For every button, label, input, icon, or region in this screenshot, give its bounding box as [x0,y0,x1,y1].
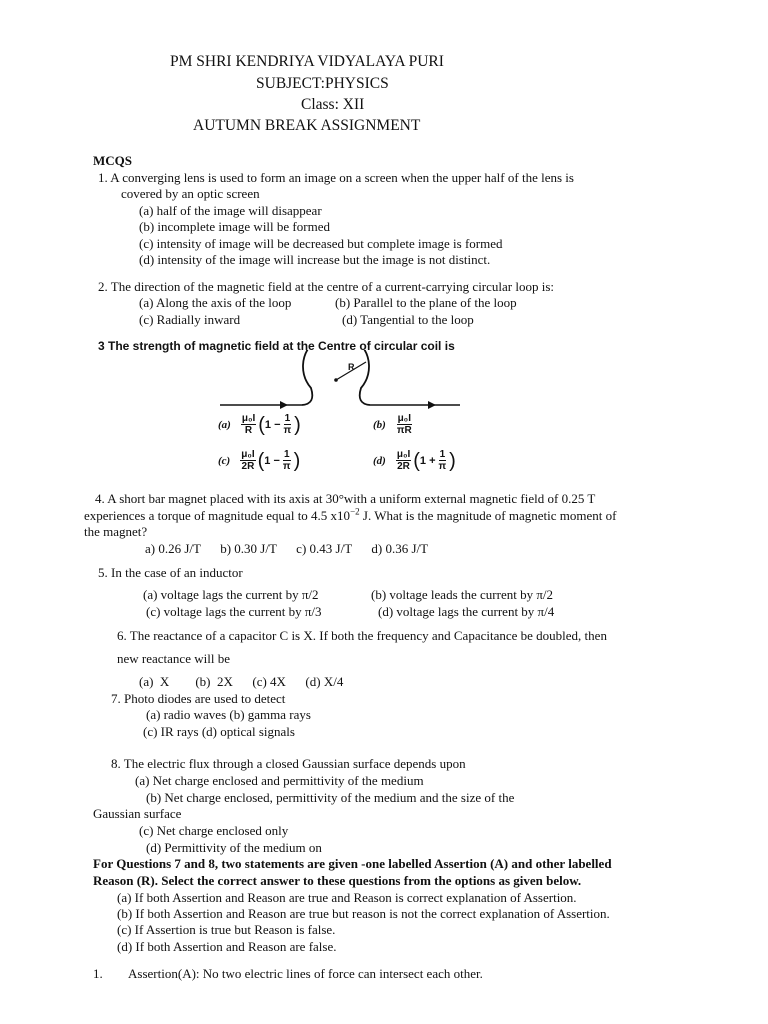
q3-option-d: (d) $\frac{\text{μ₀I}}{2R}$ ( 1 + $\frac{1}{\pi}$ ) [373,449,456,472]
subject-title: SUBJECT:PHYSICS [256,75,389,92]
q8-option-a: (a) Net charge enclosed and permittivity of the medium [135,773,424,788]
ar-option-d: (d) If both Assertion and Reason are false. [117,939,337,954]
q5-option-c: (c) voltage lags the current by π/3 [146,604,322,619]
q2-option-b: (b) Parallel to the plane of the loop [335,295,517,310]
q1-line2: covered by an optic screen [121,186,260,201]
school-name: PM SHRI KENDRIYA VIDYALAYA PURI [170,53,444,70]
q6-line2: new reactance will be [117,651,230,666]
q1-option-b: (b) incomplete image will be formed [139,219,330,234]
arrow-right-icon [428,401,436,409]
ar-option-b: (b) If both Assertion and Reason are true but reason is not the correct explanation of Assertion. [117,906,610,921]
class-title: Class: XII [301,96,365,113]
ar-option-c: (c) If Assertion is true but Reason is false. [117,922,336,937]
q8-option-b-line2: Gaussian surface [93,806,182,821]
q7-options-cd: (c) IR rays (d) optical signals [143,724,295,739]
q5-text: 5. In the case of an inductor [98,565,243,580]
circular-coil-diagram [220,350,500,410]
assignment-title: AUTUMN BREAK ASSIGNMENT [193,117,421,134]
q4-options: a) 0.26 J/T b) 0.30 J/T c) 0.43 J/T d) 0.36 J/T [145,541,429,556]
q5-option-b: (b) voltage leads the current by π/2 [371,587,553,602]
q8-option-b-line1: (b) Net charge enclosed, permittivity of the medium and the size of the [146,790,515,805]
q7-text: 7. Photo diodes are used to detect [111,691,286,706]
q1-option-a: (a) half of the image will disappear [139,203,322,218]
section-heading: MCQS [93,153,132,168]
q2-option-a: (a) Along the axis of the loop [139,295,292,310]
q2-option-d: (d) Tangential to the loop [342,312,474,327]
ar-instruction-line1: For Questions 7 and 8, two statements are given -one labelled Assertion (A) and other labelled [93,856,612,871]
coil-loop [302,350,370,405]
q3-option-c: (c) $\frac{\text{μ₀I}}{2R}$ ( 1 − $\frac{1}{\pi}$ ) [218,449,301,472]
q3-text: 3 The strength of magnetic field at the Centre of circular coil is [98,339,455,353]
q6-line1: 6. The reactance of a capacitor C is X. If both the frequency and Capacitance be doubled, then [117,628,607,643]
q3-option-a: (a) $\frac{\text{μ₀I}}{R}$ ( 1 − $\frac{1}{\pi}$ ) [218,413,301,436]
q6-options: (a) X (b) 2X (c) 4X (d) X/4 [139,674,344,689]
q4-line3: the magnet? [84,524,148,539]
ar-instruction-line2: Reason (R). Select the correct answer to these questions from the options as given below. [93,873,582,888]
q5-option-d: (d) voltage lags the current by π/4 [378,604,555,619]
q8-option-d: (d) Permittivity of the medium on [146,840,322,855]
q4-line2: experiences a torque of magnitude equal to 4.5 $x10^{-2}$ J. What is the magnitude of magnetic moment of [84,506,617,523]
ar-option-a: (a) If both Assertion and Reason are true and Reason is correct explanation of Assertion. [117,890,577,905]
q3-option-b: (b) $\frac{\text{μ₀I}}{\pi R}$ [373,413,412,436]
q1-line1: 1. A converging lens is used to form an image on a screen when the upper half of the lens is [98,170,574,185]
q7-options-ab: (a) radio waves (b) gamma rays [146,707,311,722]
q2-text: 2. The direction of the magnetic field at the centre of a current-carrying circular loop is: [98,279,555,294]
q5-option-a: (a) voltage lags the current by π/2 [143,587,319,602]
q2-option-c: (c) Radially inward [139,312,241,327]
q4-line1: 4. A short bar magnet placed with its axis at 30°with a uniform external magnetic field of 0.25 T [95,491,596,506]
arrow-left-icon [280,401,288,409]
assertion-item-1: 1. Assertion(A): No two electric lines of force can intersect each other. [93,966,483,981]
q8-text: 8. The electric flux through a closed Gaussian surface depends upon [111,756,466,771]
q1-option-c: (c) intensity of image will be decreased but complete image is formed [139,236,503,251]
radius-label: R [348,362,355,372]
q1-option-d: (d) intensity of the image will increase but the image is not distinct. [139,252,491,267]
q8-option-c: (c) Net charge enclosed only [139,823,289,838]
